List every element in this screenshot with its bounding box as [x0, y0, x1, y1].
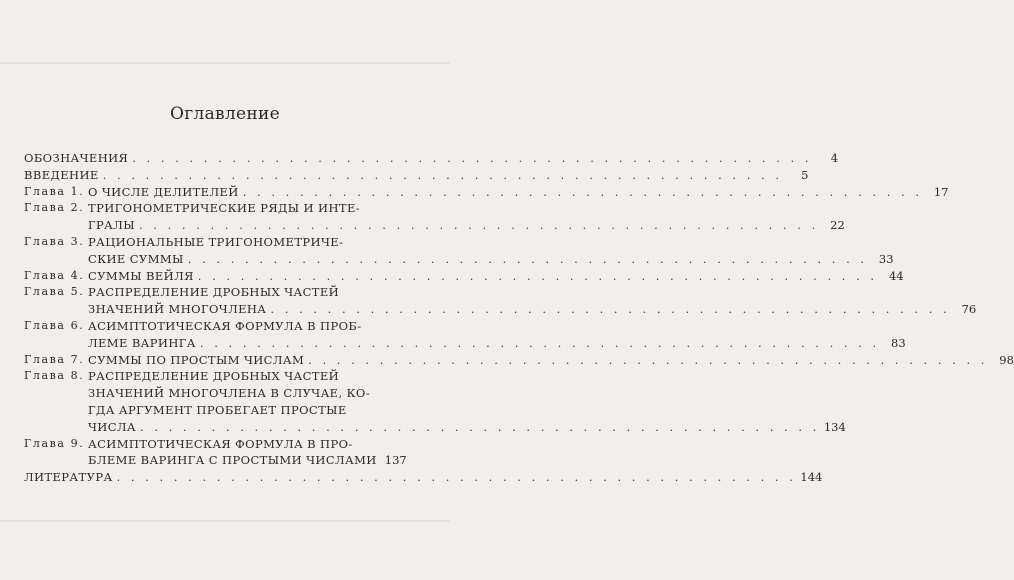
toc-entry-title: О ЧИСЛЕ ДЕЛИТЕЛЕЙ: [88, 184, 239, 199]
toc-entry[interactable]: [24, 150, 839, 167]
chapter-label: Глава 1.: [24, 184, 85, 198]
dot-leader: . . . . . . . . . . . . . . . . . . . . . . . . . . . . . . . . . . . . . . . . . . . . . . . .: [270, 302, 951, 317]
toc-entry[interactable]: [24, 184, 949, 201]
toc-entry-title: ЛИТЕРАТУРА: [24, 470, 113, 485]
toc-entry-title: ЧИСЛА: [88, 419, 137, 434]
toc-entry-title: ЗНАЧЕНИЙ МНОГОЧЛЕНА В СЛУЧАЕ, КО-: [88, 386, 371, 401]
chapter-label: Глава 3.: [24, 234, 85, 248]
dot-leader: . . . . . . . . . . . . . . . . . . . . . . . . . . . . . . . . . . . . . . . . . . . . . . . .: [132, 151, 813, 165]
chapter-label: Глава 5.: [24, 285, 85, 299]
chapter-label: Глава 9.: [24, 436, 85, 450]
dot-leader: . . . . . . . . . . . . . . . . . . . . . . . . . . . . . . . . . . . . . . . . . . . . . . . .: [199, 335, 880, 350]
page-number: 76: [961, 302, 977, 317]
page-title: Оглавление: [170, 104, 280, 124]
dot-leader: . . . . . . . . . . . . . . . . . . . . . . . . . . . . . . . . . . . . . . . . . . . . . . . .: [140, 419, 820, 434]
page-number: 98: [999, 352, 1014, 367]
toc-entry-title: ВВЕДЕНИЕ: [24, 167, 99, 182]
dot-leader: . . . . . . . . . . . . . . . . . . . . . . . . . . . . . . . . . . . . . . . . . . . . . . . .: [308, 352, 988, 367]
dot-leader: . . . . . . . . . . . . . . . . . . . . . . . . . . . . . . . . . . . . . . . . . . . . . . . .: [242, 184, 923, 199]
page-number: 44: [888, 268, 904, 283]
chapter-label: Глава 2.: [24, 201, 85, 215]
toc-entry-title: ЛЕМЕ ВАРИНГА: [88, 335, 196, 350]
page-number: 17: [933, 184, 949, 199]
toc-entry-title: АСИМПТОТИЧЕСКАЯ ФОРМУЛА В ПРОБ-: [88, 318, 362, 333]
page-number: 33: [878, 251, 894, 266]
dot-leader: . . . . . . . . . . . . . . . . . . . . . . . . . . . . . . . . . . . . . . . . . . . . . . . .: [102, 167, 783, 182]
toc-entry-title: РАСПРЕДЕЛЕНИЕ ДРОБНЫХ ЧАСТЕЙ: [88, 285, 340, 300]
table-of-contents: [24, 150, 1014, 486]
toc-entry-title: СУММЫ ВЕЙЛЯ: [88, 268, 194, 283]
page-number: 4: [830, 151, 839, 165]
page-number: 5: [801, 167, 809, 182]
page-number: 137: [384, 453, 407, 468]
faint-show-through-top: [0, 62, 450, 64]
chapter-label: Глава 7.: [24, 352, 85, 366]
chapter-label: Глава 4.: [24, 268, 85, 282]
toc-entry-title: СКИЕ СУММЫ: [88, 251, 184, 266]
toc-entry-title: РАСПРЕДЕЛЕНИЕ ДРОБНЫХ ЧАСТЕЙ: [88, 369, 340, 384]
toc-entry[interactable]: [24, 268, 904, 285]
page-number: 134: [823, 419, 846, 434]
toc-entry-title: ЗНАЧЕНИЙ МНОГОЧЛЕНА: [88, 302, 267, 317]
page-number: 22: [830, 218, 845, 233]
toc-entry[interactable]: [24, 352, 1014, 369]
toc-entry[interactable]: [24, 200, 845, 234]
page-number: 83: [891, 335, 906, 350]
toc-entry[interactable]: [24, 368, 846, 435]
toc-entry-title: ГРАЛЫ: [88, 218, 135, 233]
toc-entry[interactable]: [24, 234, 894, 268]
toc-entry-title: АСИМПТОТИЧЕСКАЯ ФОРМУЛА В ПРО-: [88, 436, 353, 451]
dot-leader: . . . . . . . . . . . . . . . . . . . . . . . . . . . . . . . . . . . . . . . . . . . . . . . .: [138, 218, 819, 233]
toc-entry-title: ГДА АРГУМЕНТ ПРОБЕГАЕТ ПРОСТЫЕ: [88, 402, 347, 417]
toc-entry[interactable]: [24, 318, 906, 352]
faint-show-through-bottom: [0, 520, 450, 522]
chapter-label: Глава 8.: [24, 369, 85, 383]
toc-entry[interactable]: [24, 167, 809, 184]
toc-entry-title: БЛЕМЕ ВАРИНГА С ПРОСТЫМИ ЧИСЛАМИ: [88, 453, 377, 468]
page-number: 144: [800, 470, 823, 485]
chapter-label: Глава 6.: [24, 318, 85, 332]
toc-entry-title: ОБОЗНАЧЕНИЯ: [24, 151, 129, 165]
dot-leader: . . . . . . . . . . . . . . . . . . . . . . . . . . . . . . . . . . . . . . . . . . . . . . . .: [116, 470, 797, 485]
toc-entry-title: ТРИГОНОМЕТРИЧЕСКИЕ РЯДЫ И ИНТЕ-: [88, 201, 361, 216]
dot-leader: . . . . . . . . . . . . . . . . . . . . . . . . . . . . . . . . . . . . . . . . . . . . . . . .: [197, 268, 878, 283]
dot-leader: . . . . . . . . . . . . . . . . . . . . . . . . . . . . . . . . . . . . . . . . . . . . . . . .: [187, 251, 868, 266]
toc-entry[interactable]: [24, 284, 977, 318]
toc-entry[interactable]: [24, 436, 407, 470]
toc-entry[interactable]: [24, 469, 823, 486]
toc-entry-title: РАЦИОНАЛЬНЫЕ ТРИГОНОМЕТРИЧЕ-: [88, 234, 344, 249]
toc-entry-title: СУММЫ ПО ПРОСТЫМ ЧИСЛАМ: [88, 352, 305, 367]
